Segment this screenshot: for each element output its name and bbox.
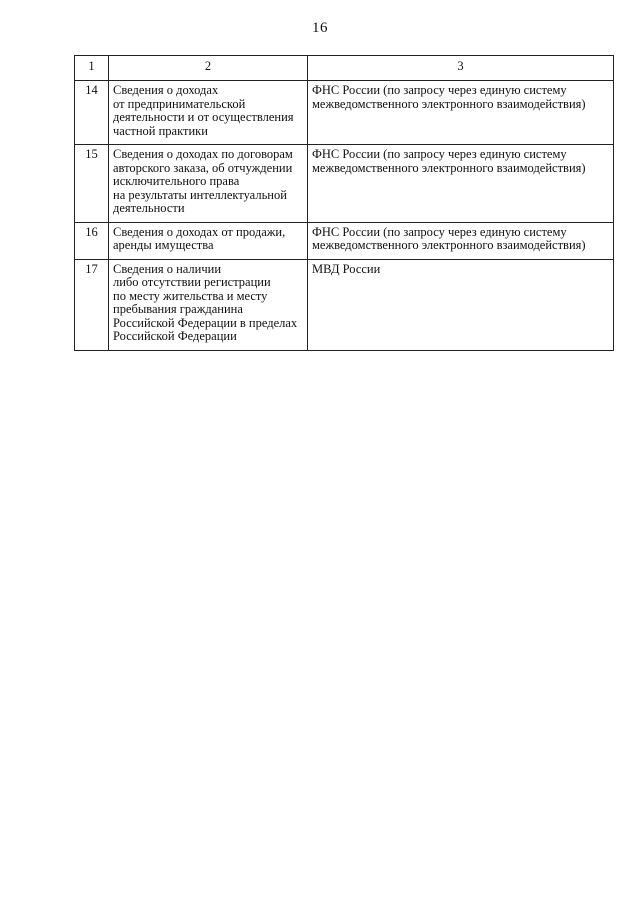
row-source: МВД России <box>308 259 614 350</box>
column-header-2: 2 <box>109 56 308 81</box>
row-description: Сведения о доходах от предпринимательской деятельности и от осуществления частной практики <box>109 81 308 145</box>
row-number: 14 <box>75 81 109 145</box>
data-table <box>74 55 614 351</box>
table-header-row <box>75 56 614 81</box>
table-row <box>75 222 614 259</box>
row-source: ФНС России (по запросу через единую систему межведомственного электронного взаимодействия) <box>308 145 614 223</box>
row-description: Сведения о доходах по договорам авторского заказа, об отчуждении исключительного права на результаты интеллектуальной деятельности <box>109 145 308 223</box>
row-number: 16 <box>75 222 109 259</box>
row-number: 17 <box>75 259 109 350</box>
row-description: Сведения о доходах от продажи, аренды имущества <box>109 222 308 259</box>
row-description: Сведения о наличии либо отсутствии регистрации по месту жительства и месту пребывания гражданина Российской Федерации в пределах Российской Федерации <box>109 259 308 350</box>
row-number: 15 <box>75 145 109 223</box>
page-number: 16 <box>312 20 328 36</box>
table-row <box>75 145 614 223</box>
row-source: ФНС России (по запросу через единую систему межведомственного электронного взаимодействия) <box>308 222 614 259</box>
column-header-1: 1 <box>75 56 109 81</box>
column-header-3: 3 <box>308 56 614 81</box>
table-row <box>75 259 614 350</box>
row-source: ФНС России (по запросу через единую систему межведомственного электронного взаимодействия) <box>308 81 614 145</box>
table-row <box>75 81 614 145</box>
